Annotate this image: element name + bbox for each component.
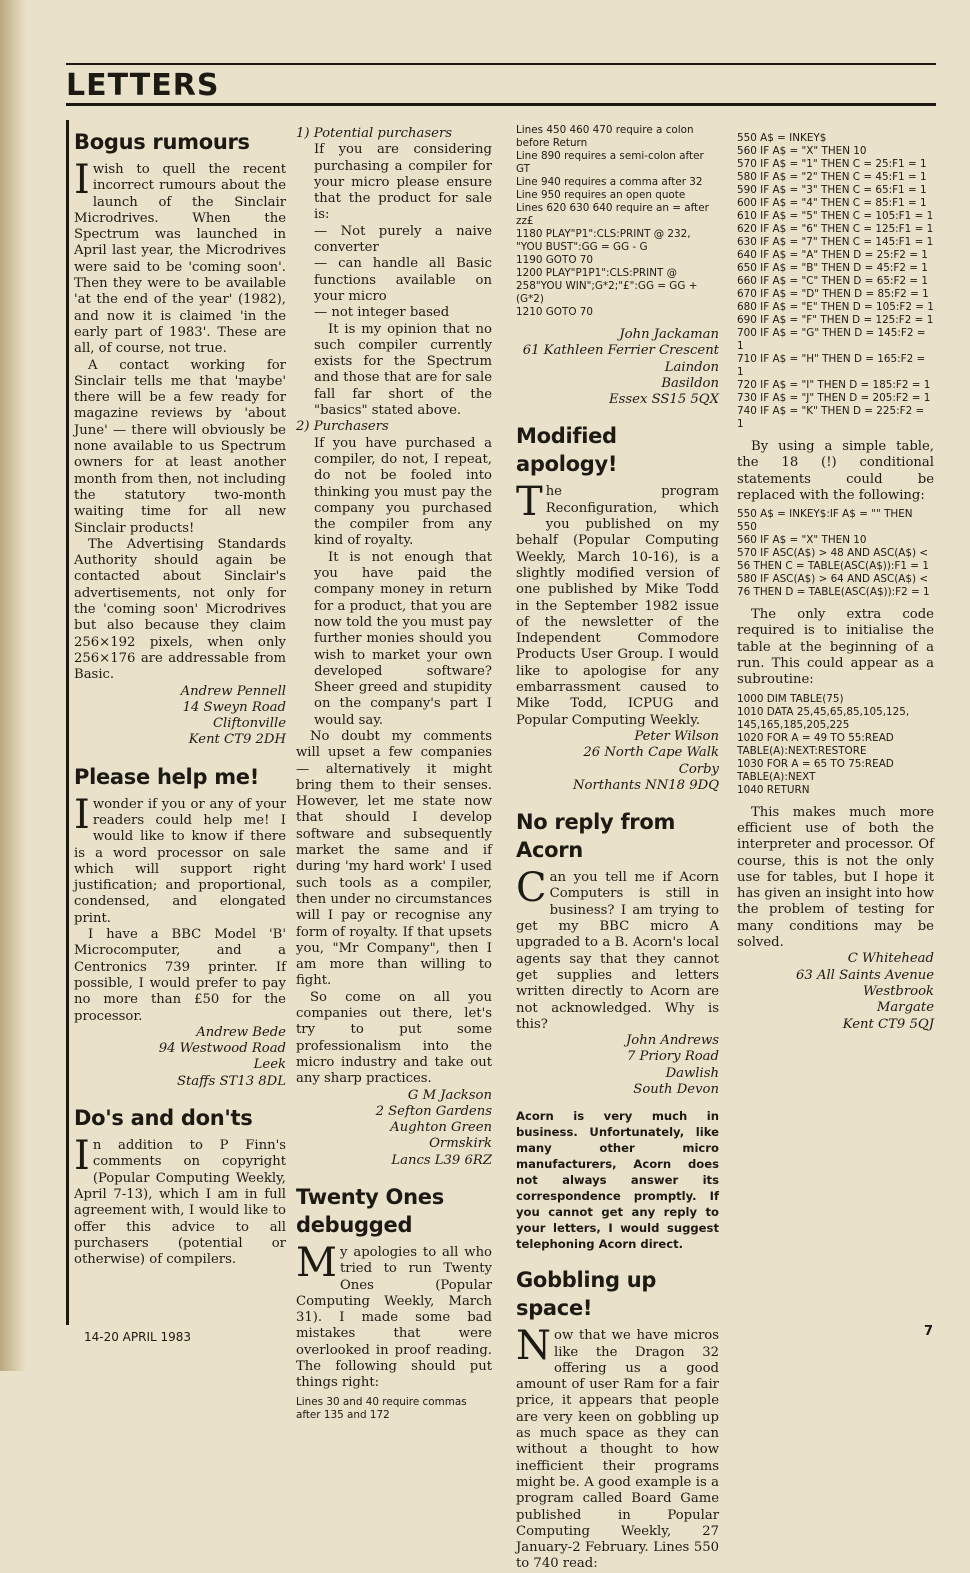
header-rule	[66, 103, 936, 106]
signature-address: Lancs L39 6RZ	[391, 1152, 492, 1168]
letter-paragraph	[516, 1323, 719, 1572]
drop-cap: T	[516, 479, 543, 526]
letter-title-dos: Do's and don'ts	[74, 1106, 253, 1131]
letter-paragraph: It is not enough that you have paid the company money in return for a product, that you are now told the you must pay further monies should you wish to market your own developed software? Sheer greed and stupidity on the company's part I would say.	[314, 549, 492, 728]
letter-paragraph: If you have purchased a compiler, do not, I repeat, do not be fooled into thinking you must pay the company you purchased the compiler from any kind of royalty.	[314, 435, 492, 549]
signature-address: Staffs ST13 8DL	[176, 1073, 286, 1089]
signature-address: South Devon	[633, 1081, 719, 1097]
letter-title-gobbling: Gobbling up space!	[516, 1268, 657, 1321]
column-3	[516, 124, 719, 1573]
signature-address: 61 Kathleen Ferrier Crescent	[522, 343, 719, 359]
letter-title-help: Please help me!	[74, 764, 259, 789]
signature-address: Cliftonville	[212, 716, 286, 732]
signature-name: Peter Wilson	[634, 728, 719, 744]
signature-name: G M Jackson	[407, 1087, 492, 1103]
drop-cap: I	[74, 1133, 90, 1180]
letter-paragraph: No doubt my comments will upset a few companies — alternatively it might bring them to their senses. However, let me state now that should I develop software and subsequently market the same and if during 'my hard work' I used such tools as a compiler, then under no circumstances will I pay or recognise any form of royalty. If that upsets you, "Mr Company", then I am more than willing to fight.	[296, 728, 492, 989]
column-2	[296, 126, 492, 1426]
letter-paragraph: The Advertising Standards Authority should again be contacted about Sinclair's advertisements, not only for the 'coming soon' Microdrives but also because they claim 256×192 pixels, when only 256×176 are addressable from Basic.	[74, 536, 286, 683]
drop-cap: N	[516, 1323, 551, 1370]
page-number: 7	[924, 1324, 934, 1339]
letter-paragraph	[74, 157, 286, 358]
column-1	[74, 128, 286, 1268]
signature-name: C Whitehead	[847, 951, 934, 967]
letter-paragraph: By using a simple table, the 18 (!) conditional statements could be replaced with the following:	[737, 439, 934, 503]
signature-address: Aughton Green	[390, 1120, 492, 1136]
editor-reply: Acorn is very much in business. Unfortunately, like many other micro manufacturers, Acorn does not always answer its correspondence promptly. If you cannot get any reply to your letters, I would suggest telephoning Acorn direct.	[516, 1109, 719, 1252]
signature-name: Andrew Bede	[196, 1024, 286, 1040]
signature-address: Westbrook	[863, 983, 934, 999]
letter-title-twenty: Twenty Ones debugged	[296, 1185, 444, 1237]
paragraph-text: he program Reconfiguration, which you published on my behalf (Popular Computing Weekly, March 10-16), is a slightly modified version of one published by Mike Todd in the September 1982 issue of the newsletter of the Independent Commodore Products User Group. I would like to apologise for any embarrassment caused to Mike Todd, ICPUG and Popular Computing Weekly.	[516, 484, 719, 728]
code-listing: 550 A$ = INKEY$ 560 IF A$ = "X" THEN 10 570 IF A$ = "1" THEN C = 25:F1 = 1 580 IF A$ = "2" THEN C = 45:F1 = 1 590 IF A$ = "3" THEN C = 65:F1 = 1 600 IF A$ = "4" THEN C = 85:F1 = 1 610 IF A$ = "5" THEN C = 105:F1 = 1 620 IF A$ = "6" THEN C = 125:F1 = 1 630 IF A$ = "7" THEN C = 145:F1 = 1 640 IF A$ = "A" THEN D = 25:F2 = 1 650 IF A$ = "B" THEN D = 45:F2 = 1 660 IF A$ = "C" THEN D = 65:F2 = 1 670 IF A$ = "D" THEN D = 85:F2 = 1 680 IF A$ = "E" THEN D = 105:F2 = 1 690 IF A$ = "F" THEN D = 125:F2 = 1 700 IF A$ = "G" THEN D = 145:F2 = 1 710 IF A$ = "H" THEN D = 165:F2 = 1 720 IF A$ = "I" THEN D = 185:F2 = 1 730 IF A$ = "J" THEN D = 205:F2 = 1 740 IF A$ = "K" THEN D = 225:F2 = 1	[737, 132, 934, 430]
signature-address: 94 Westwood Road	[158, 1041, 286, 1057]
bullet-item: — can handle all Basic functions available on your micro	[314, 256, 492, 304]
letter-paragraph	[516, 479, 719, 728]
signature-address: 7 Priory Road	[626, 1049, 719, 1065]
code-listing: Lines 30 and 40 require commas after 135 and 172	[296, 1395, 470, 1421]
letter-title-bogus: Bogus rumours	[74, 130, 250, 154]
signature-address: 63 All Saints Avenue	[795, 967, 934, 983]
letter-paragraph	[516, 865, 719, 1033]
letter-paragraph: The only extra code required is to initialise the table at the beginning of a run. This could appear as a subroutine:	[737, 607, 934, 688]
signature-address: Ormskirk	[429, 1136, 492, 1152]
numbered-heading: 1) Potential purchasers	[296, 126, 453, 141]
letter-paragraph	[296, 1240, 492, 1392]
numbered-heading: 2) Purchasers	[296, 419, 389, 435]
signature-address: 2 Sefton Gardens	[375, 1103, 492, 1119]
signature-name: John Andrews	[625, 1033, 719, 1049]
drop-cap: M	[296, 1240, 337, 1286]
paragraph-text: n addition to P Finn's comments on copyright (Popular Computing Weekly, April 7-13), which I am in full agreement with, I would like to offer this advice to all purchasers (potential or otherwise) of compilers.	[74, 1138, 286, 1268]
signature-address: Leek	[253, 1057, 286, 1073]
bullet-item: — Not purely a naive converter	[314, 223, 492, 256]
signature-address: Northants NN18 9DQ	[572, 777, 719, 793]
drop-cap: I	[74, 157, 90, 203]
letter-paragraph	[74, 791, 286, 927]
letter-paragraph: If you are considering purchasing a compiler for your micro please ensure that the product for sale is:	[314, 142, 492, 223]
signature-name: Andrew Pennell	[180, 683, 286, 699]
bullet-item: — not integer based	[314, 305, 450, 321]
paragraph-text: wonder if you or any of your readers could help me! I would like to know if there is a word processor on sale which will support right justification; and proportional, condensed, and elongated print.	[74, 796, 286, 926]
paragraph-text: wish to quell the recent incorrect rumours about the launch of the Sinclair Microdrives. When the Spectrum was launched in April last year, the Microdrives were said to be 'coming soon'. Then they were to be available 'at the end of the year' (1982), and now it is claimed 'in the early part of 1983'. These are all, of course, not true.	[74, 162, 286, 357]
signature-address: 26 North Cape Walk	[583, 745, 719, 761]
column-4	[737, 128, 934, 1033]
signature-address: Corby	[678, 761, 719, 777]
signature-address: Basildon	[661, 375, 719, 391]
letter-paragraph: So come on all you companies out there, let's try to put some professionalism into the micro industry and take out any sharp practices.	[296, 989, 492, 1087]
letter-paragraph: I have a BBC Model 'B' Microcomputer, and a Centronics 739 printer. If possible, I would prefer to pay no more than £50 for the processor.	[74, 927, 286, 1024]
drop-cap: C	[516, 865, 547, 912]
drop-cap: I	[74, 791, 90, 838]
letter-paragraph: This makes much more efficient use of both the interpreter and processor. Of course, this is not the only use for tables, but I hope it has given an insight into how the problem of testing for many conditions may be solved.	[737, 804, 934, 951]
letter-paragraph: A contact working for Sinclair tells me that 'maybe' there will be a few ready for magazine reviews by 'about June' — there will obviously be none available to us Spectrum owners for at least another month from then, not including the statutory two-month waiting time for all new Sinclair products!	[74, 357, 286, 536]
section-title: LETTERS	[66, 68, 220, 103]
signature-address: Margate	[876, 1000, 934, 1016]
page-binding	[0, 0, 26, 1371]
signature-address: Kent CT9 2DH	[188, 732, 286, 748]
signature-address: 14 Sweyn Road	[182, 699, 286, 715]
paragraph-text: y apologies to all who tried to run Twenty Ones (Popular Computing Weekly, March 31). I made some bad mistakes that were overlooked in proof reading. The following should put things right:	[296, 1245, 492, 1391]
code-listing: Lines 450 460 470 require a colon before Return Line 890 requires a semi-colon after GT Line 940 requires a comma after 32 Line 950 requires an open quote Lines 620 630 640 require an = after zz£ 1180 PLAY"P1":CLS:PRINT @ 232, "YOU BUST":GG = GG - G 1190 GOTO 70 1200 PLAY"P1P1":CLS:PRINT @ 258"YOU WIN";G*2;"£":GG = GG + (G*2) 1210 GOTO 70	[516, 124, 709, 318]
signature-address: Essex SS15 5QX	[609, 392, 719, 408]
letter-paragraph: It is my opinion that no such compiler currently exists for the Spectrum and those that are for sale fall far short of the "basics" stated above.	[314, 321, 492, 419]
paragraph-text: an you tell me if Acorn Computers is still in business? I am trying to get my BBC micro A upgraded to a B. Acorn's local agents say that they cannot get supplies and letters written directly to Acorn are not acknowledged. Why is this?	[516, 870, 719, 1032]
letter-paragraph	[74, 1133, 286, 1268]
code-listing: 550 A$ = INKEY$:IF A$ = "" THEN 550 560 IF A$ = "X" THEN 10 570 IF ASC(A$) > 48 AND ASC(A$) < 56 THEN C = TABLE(ASC(A$)):F1 = 1 580 IF ASC(A$) > 64 AND ASC(A$) < 76 THEN D = TABLE(ASC(A$)):F2 = 1	[737, 508, 930, 599]
column-rule	[66, 120, 69, 1325]
signature-address: Kent CT9 5QJ	[842, 1016, 934, 1032]
signature-name: John Jackaman	[619, 327, 719, 342]
top-rule	[66, 63, 936, 65]
code-listing: 1000 DIM TABLE(75) 1010 DATA 25,45,65,85,105,125, 145,165,185,205,225 1020 FOR A = 49 TO 55:READ TABLE(A):NEXT:RESTORE 1030 FOR A = 65 TO 75:READ TABLE(A):NEXT 1040 RETURN	[737, 692, 910, 796]
letter-title-modified: Modified apology!	[516, 424, 618, 477]
paragraph-text: ow that we have micros like the Dragon 32 offering us a good amount of user Ram for a fair price, it appears that people are very keen on gobbling up as much space as they can without a thought to how inefficient their programs might be. A good example is a program called Board Game published in Popular Computing Weekly, 27 January-2 February. Lines 550 to 740 read:	[516, 1328, 719, 1572]
signature-address: Dawlish	[665, 1065, 719, 1081]
signature-address: Laindon	[664, 359, 719, 375]
issue-date: 14-20 APRIL 1983	[84, 1330, 192, 1344]
letter-title-acorn: No reply from Acorn	[516, 810, 676, 863]
